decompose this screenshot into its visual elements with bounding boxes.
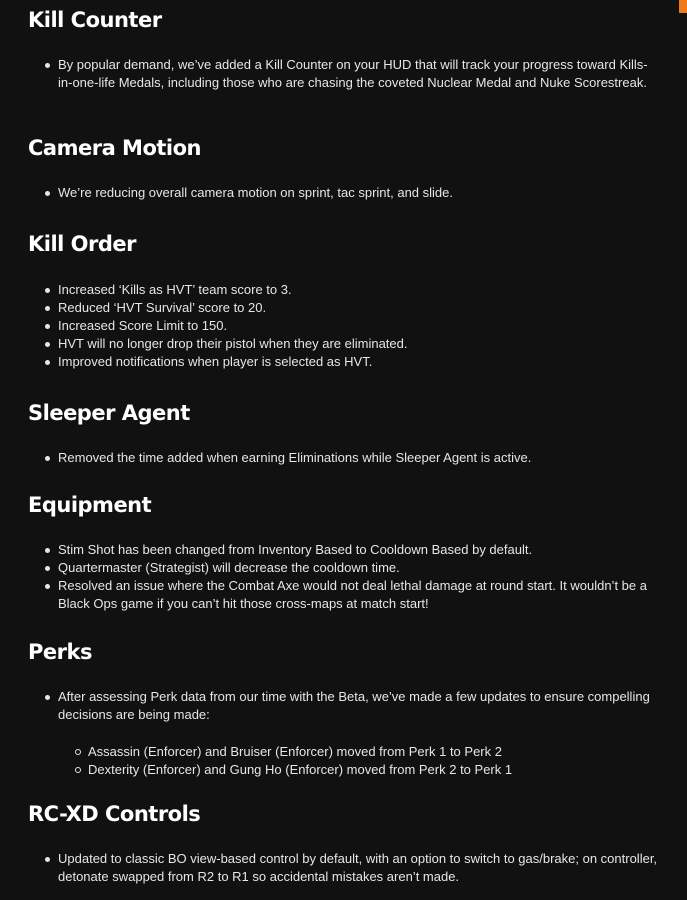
bullet-list (28, 56, 658, 92)
sub-bullet-list (58, 743, 658, 779)
section-rc-xd-controls (28, 797, 658, 886)
list-item: We’re reducing overall camera motion on sprint, tac sprint, and slide. (58, 184, 658, 202)
section-equipment (28, 488, 658, 613)
list-item: Updated to classic BO view-based control by default, with an option to switch to gas/brake; on controller, detonate swapped from R2 to R1 so accidental mistakes aren’t made. (58, 851, 658, 884)
list-item: Improved notifications when player is selected as HVT. (58, 353, 658, 371)
section-kill-order (28, 227, 658, 371)
bullet-list (28, 449, 658, 467)
section-heading: Perks (28, 640, 92, 664)
bullet-list (28, 688, 658, 779)
section-sleeper-agent (28, 396, 658, 467)
list-item: Reduced ‘HVT Survival’ score to 20. (58, 299, 658, 317)
list-item: Resolved an issue where the Combat Axe would not deal lethal damage at round start. It wouldn’t be a Black Ops game if you can’t hit those cross-maps at match start! (58, 577, 658, 613)
section-heading: Camera Motion (28, 136, 201, 160)
list-item: Removed the time added when earning Eliminations while Sleeper Agent is active. (58, 449, 658, 467)
sub-list-item: Dexterity (Enforcer) and Gung Ho (Enforcer) moved from Perk 2 to Perk 1 (88, 761, 658, 779)
section-heading: Kill Order (28, 232, 137, 256)
list-item: HVT will no longer drop their pistol when they are eliminated. (58, 335, 658, 353)
bullet-list (28, 281, 658, 371)
section-heading: RC-XD Controls (28, 802, 201, 826)
list-item: By popular demand, we’ve added a Kill Counter on your HUD that will track your progress toward Kills-in-one-life Medals, including those who are chasing the coveted Nuclear Medal and Nuke Scorestreak. (58, 56, 658, 92)
list-item: Stim Shot has been changed from Inventory Based to Cooldown Based by default. (58, 541, 658, 559)
bullet-list (28, 184, 658, 202)
section-kill-counter (28, 3, 658, 92)
list-item: Quartermaster (Strategist) will decrease the cooldown time. (58, 559, 658, 577)
list-item-text: After assessing Perk data from our time with the Beta, we’ve made a few updates to ensure compelling decisions are being made: (58, 689, 650, 722)
list-item (58, 688, 658, 779)
bullet-list (28, 541, 658, 613)
scrollbar-thumb[interactable] (679, 0, 687, 13)
list-item: Increased ‘Kills as HVT’ team score to 3. (58, 281, 658, 299)
list-item: Increased Score Limit to 150. (58, 317, 658, 335)
bullet-list (28, 850, 658, 886)
section-heading: Kill Counter (28, 8, 162, 32)
section-heading: Equipment (28, 493, 152, 517)
sub-list-item: Assassin (Enforcer) and Bruiser (Enforcer) moved from Perk 1 to Perk 2 (88, 743, 658, 761)
section-perks (28, 635, 658, 779)
section-camera-motion (28, 131, 658, 202)
section-heading: Sleeper Agent (28, 401, 190, 425)
